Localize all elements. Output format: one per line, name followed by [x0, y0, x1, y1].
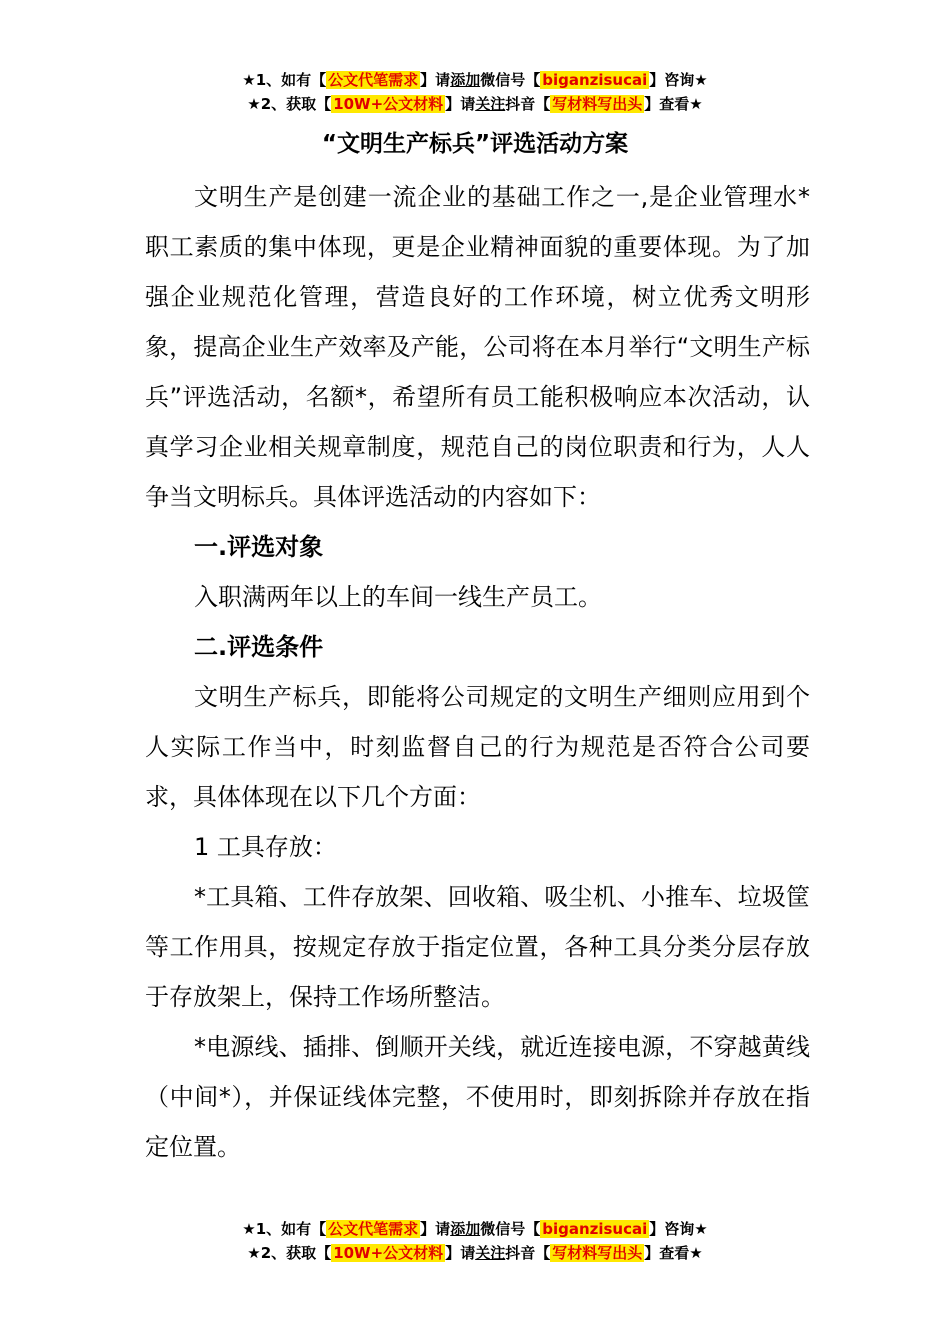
item-paragraph-2: *电源线、插排、倒顺开关线，就近连接电源，不穿越黄线（中间*），并保证线体完整，不使用时，即刻拆除并存放在指定位置。 — [145, 1033, 810, 1161]
highlight-service: 公文代笔需求 — [328, 71, 419, 89]
intro-paragraph: 文明生产是创建一流企业的基础工作之一,是企业管理水*职工素质的集中体现，更是企业精神面貌的重要体现。为了加强企业规范化管理，营造良好的工作环境，树立优秀文明形象，提高企业生产效率及产能，公司将在本月举行“文明生产标兵”评选活动，名额*，希望所有员工能积极响应本次活动，认真学习企业相关规章制度，规范自己的岗位职责和行为，人人争当文明标兵。具体评选活动的内容如下： — [145, 183, 810, 511]
highlight-douyin-id: 写材料写出头 — [552, 95, 643, 113]
bottom-banner — [0, 1217, 950, 1265]
highlight-service: 公文代笔需求 — [328, 1220, 419, 1238]
section-heading-2: 二.评选条件 — [194, 633, 324, 661]
item-heading-1: 1 工具存放： — [194, 833, 337, 861]
banner-line-1: ★1、如有【 公文代笔需求 】请添加微信号【 biganzisucai 】咨询★ — [242, 71, 708, 89]
highlight-materials: 10W+公文材料 — [333, 1244, 444, 1262]
item-paragraph-1: *工具箱、工件存放架、回收箱、吸尘机、小推车、垃圾筐等工作用具，按规定存放于指定位置，各种工具分类分层存放于存放架上，保持工作场所整洁。 — [145, 883, 810, 1011]
banner-line-1: ★1、如有【 公文代笔需求 】请添加微信号【 biganzisucai 】咨询★ — [242, 1220, 708, 1238]
document-title: “文明生产标兵”评选活动方案 — [321, 131, 629, 157]
banner-line-2: ★2、获取【 10W+公文材料 】请关注抖音【 写材料写出头 】查看★ — [247, 1244, 703, 1262]
top-banner — [0, 68, 950, 116]
section-text-1: 入职满两年以上的车间一线生产员工。 — [194, 583, 602, 611]
highlight-materials: 10W+公文材料 — [333, 95, 444, 113]
banner-line-2: ★2、获取【 10W+公文材料 】请关注抖音【 写材料写出头 】查看★ — [247, 95, 703, 113]
section-text-2: 文明生产标兵，即能将公司规定的文明生产细则应用到个人实际工作当中，时刻监督自己的行为规范是否符合公司要求，具体体现在以下几个方面： — [145, 683, 810, 811]
document-body — [145, 172, 810, 1172]
highlight-douyin-id: 写材料写出头 — [552, 1244, 643, 1262]
section-heading-1: 一.评选对象 — [194, 533, 324, 561]
highlight-wechat-id: biganzisucai — [542, 1220, 648, 1238]
highlight-wechat-id: biganzisucai — [542, 71, 648, 89]
